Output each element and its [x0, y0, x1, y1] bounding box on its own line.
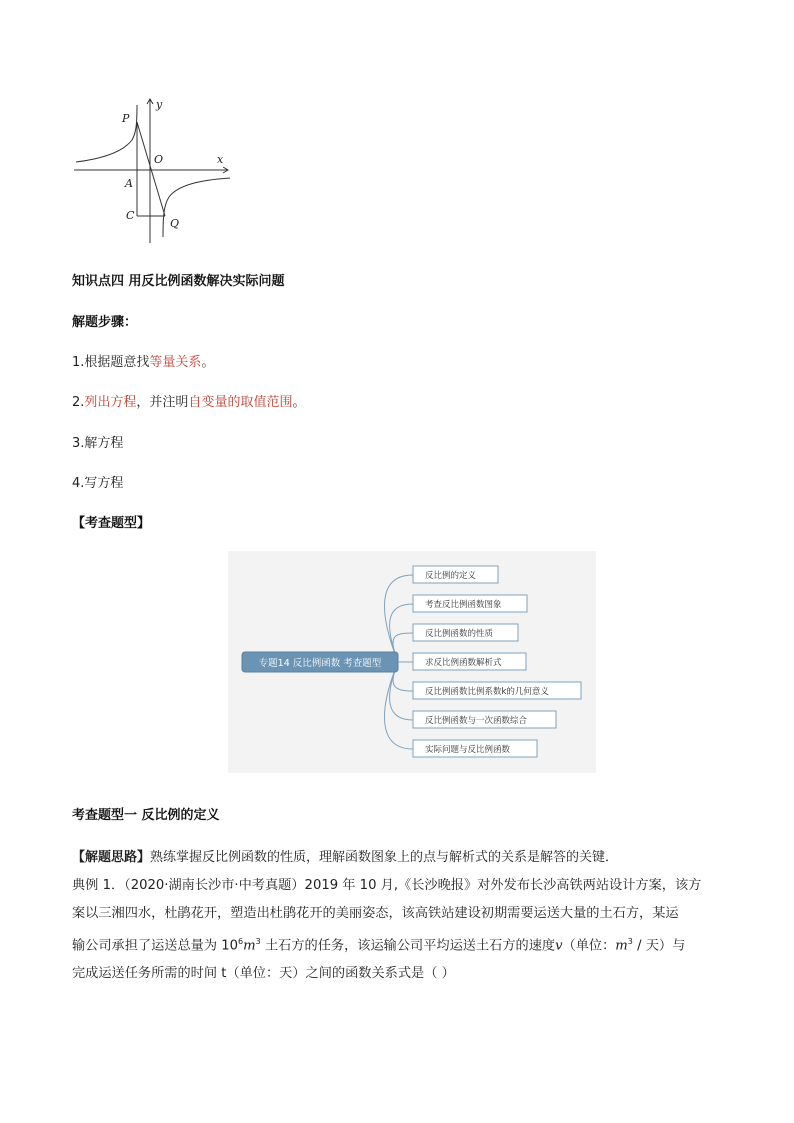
example-line-2: 案以三湘四水，杜鹃花开，塑造出杜鹃花开的美丽姿态，该高铁站建设初期需要运送大量的土石方，某运 — [72, 906, 679, 921]
type1-title: 考查题型一 反比例的定义 — [72, 808, 220, 823]
step-2: 2.列出方程，并注明自变量的取值范围。 — [72, 395, 306, 410]
types-heading: 【考查题型】 — [72, 516, 151, 531]
mindmap-branch-2 — [413, 595, 527, 612]
svg-text:反比例的定义: 反比例的定义 — [425, 571, 477, 581]
step-3: 3.解方程 — [72, 436, 124, 451]
svg-text:实际问题与反比例函数: 实际问题与反比例函数 — [425, 745, 511, 755]
mindmap — [228, 551, 596, 773]
segment-pq — [137, 122, 165, 216]
example-paragraph — [72, 872, 732, 988]
mindmap-branch-6 — [413, 711, 556, 728]
steps-heading: 解题步骤： — [72, 315, 138, 330]
label-q: Q — [170, 217, 180, 230]
example-line-4: 完成运送任务所需的时间 t（单位：天）之间的函数关系式是（ ） — [72, 966, 455, 982]
label-y: y — [156, 98, 163, 111]
svg-text:反比例函数的性质: 反比例函数的性质 — [425, 629, 494, 639]
mindmap-center-node — [242, 652, 398, 672]
inverse-function-graph — [70, 95, 235, 245]
mindmap-branch-3 — [413, 624, 518, 641]
step-4: 4.写方程 — [72, 476, 124, 491]
section-title: 知识点四 用反比例函数解决实际问题 — [72, 274, 285, 289]
mindmap-panel — [228, 551, 596, 773]
label-x: x — [217, 153, 224, 166]
mindmap-branch-1 — [413, 566, 498, 583]
svg-text:考查反比例函数图象: 考查反比例函数图象 — [425, 600, 502, 610]
svg-text:求反比例函数解析式: 求反比例函数解析式 — [425, 658, 502, 668]
svg-text:专题14 反比例函数 考查题型: 专题14 反比例函数 考查题型 — [258, 658, 382, 669]
tip-paragraph: 【解题思路】熟练掌握反比例函数的性质，理解函数图象上的点与解析式的关系是解答的关键． — [72, 850, 619, 865]
mindmap-branch-4 — [413, 653, 526, 670]
mindmap-branch-5 — [413, 682, 581, 699]
example-line-3: 输公司承担了运送总量为 $10^6m^3$ 土石方的任务，该运输公司平均运送土石方的速度v（单位：$m^3$ / 天）与 — [72, 937, 686, 954]
example-line-1: 典例 1．（2020·湖南长沙市·中考真题）2019 年 10 月,《长沙晚报》对外发布长沙高铁两站设计方案，该方 — [72, 878, 702, 893]
label-o: O — [154, 153, 164, 166]
mindmap-branch-7 — [413, 740, 537, 757]
step-1: 1.根据题意找等量关系。 — [72, 355, 215, 370]
svg-text:反比例函数比例系数k的几何意义: 反比例函数比例系数k的几何意义 — [425, 687, 549, 697]
label-p: P — [122, 112, 130, 125]
svg-text:反比例函数与一次函数综合: 反比例函数与一次函数综合 — [425, 716, 528, 726]
label-a: A — [125, 177, 133, 190]
label-c: C — [126, 209, 135, 222]
